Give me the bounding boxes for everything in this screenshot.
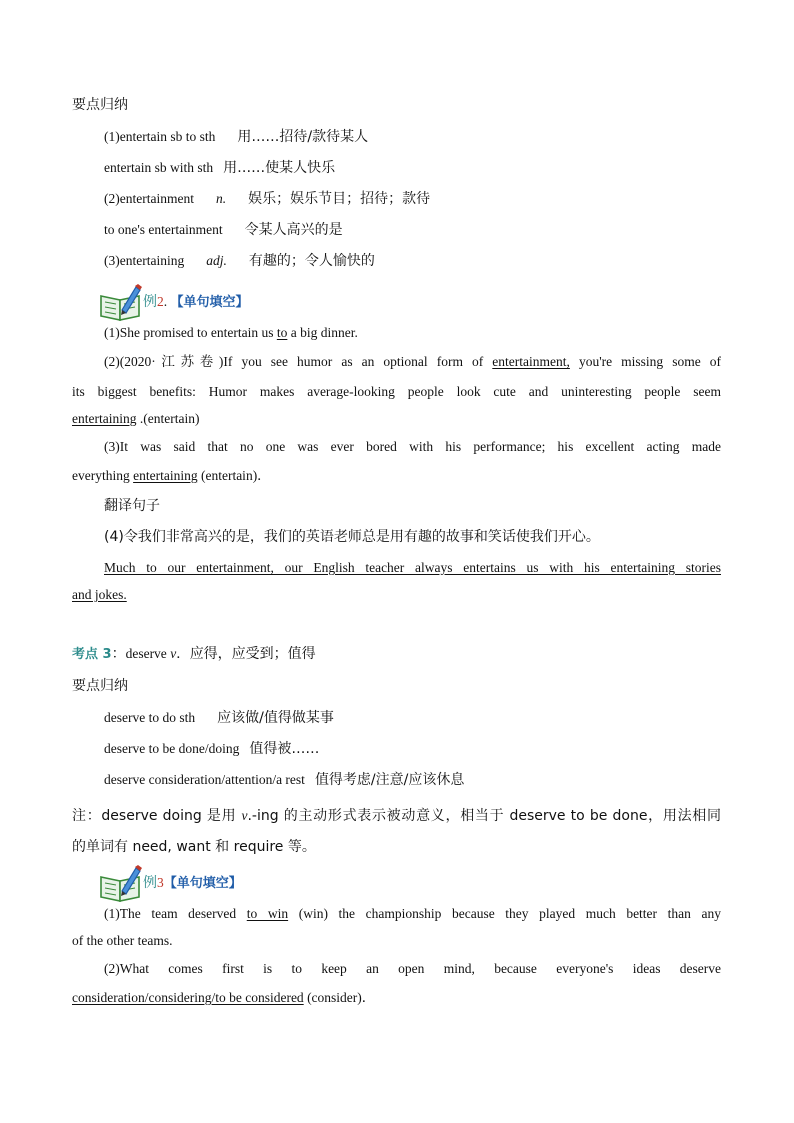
- note-text: .-ing 的主动形式表示被动意义，相当于 deserve to be done，用法相同: [247, 808, 721, 824]
- question-text: (win) the championship because they played much better than any: [288, 906, 721, 921]
- point-line: [104, 127, 794, 147]
- summary-heading: 要点归纳: [72, 678, 128, 694]
- point-pos: adj.: [206, 253, 227, 268]
- answer: entertainment,: [492, 354, 570, 369]
- point-en: (2)entertainment: [104, 191, 194, 206]
- point-zh: 有趣的；令人愉快的: [248, 253, 375, 269]
- example-3-question-1-line-1: [104, 904, 721, 924]
- point-en: entertain sb with sth: [104, 160, 214, 175]
- question-3-line-1: (3)It was said that no one was ever bored with his performance; his excellent acting made: [104, 439, 721, 454]
- point-en: (3)entertaining: [104, 253, 185, 268]
- point-line: [104, 708, 794, 728]
- question-text: you're missing some of: [569, 354, 721, 369]
- point-line: [104, 739, 794, 759]
- point-line: [104, 251, 794, 271]
- note-line-1: [72, 806, 721, 826]
- kaodian-3-heading: [72, 644, 794, 665]
- point-line: [104, 770, 794, 790]
- example-number: 3: [157, 875, 164, 890]
- answer-4-line-2: and jokes.: [72, 587, 127, 602]
- point-en: (1)entertain sb to sth: [104, 129, 216, 144]
- question-text: everything: [72, 468, 134, 483]
- kaodian-meaning: 应得，应受到；值得: [189, 646, 316, 662]
- point-en: to one's entertainment: [104, 222, 223, 237]
- example-word: 例: [143, 875, 157, 891]
- question-1: [104, 323, 794, 343]
- answer: to: [276, 325, 288, 340]
- point-line: [104, 158, 794, 178]
- kaodian-colon: ：: [111, 646, 126, 662]
- answer: entertaining: [72, 411, 137, 426]
- point-pos: n.: [215, 191, 227, 206]
- question-text: (1)The team deserved: [104, 906, 247, 921]
- note-italic: v: [241, 808, 248, 823]
- question-3-line-2: [72, 466, 794, 486]
- book-pencil-icon: [98, 282, 144, 322]
- point-zh: 娱乐；娱乐节目；招待；款待: [248, 191, 431, 207]
- point-zh: 令某人高兴的是: [244, 222, 343, 238]
- question-text: (1)She promised to entertain us: [104, 325, 277, 340]
- translate-heading: 翻译句子: [104, 498, 160, 514]
- example-3-question-1-line-2: of the other teams.: [72, 933, 173, 948]
- note-text: 注：deserve doing 是用: [72, 808, 242, 824]
- question-2-line-3: [72, 409, 794, 429]
- point-zh: 应该做/值得做某事: [217, 710, 334, 726]
- answer: to win: [246, 906, 289, 921]
- question-text: a big dinner.: [287, 325, 358, 340]
- example-2-label: [143, 292, 794, 313]
- kaodian-dot: ．: [176, 646, 190, 661]
- kaodian-pos: v: [170, 646, 177, 661]
- point-line: [104, 189, 794, 209]
- example-number: 2: [157, 294, 164, 309]
- question-4: (4)令我们非常高兴的是，我们的英语老师总是用有趣的故事和笑话使我们开心。: [104, 529, 600, 545]
- kaodian-label: 考点 3: [72, 647, 112, 662]
- example-3-question-2-line-1: (2)What comes first is to keep an open mind, because everyone's ideas deserve: [104, 961, 721, 976]
- example-dot: .: [163, 294, 168, 309]
- point-zh: 值得被……: [249, 741, 320, 757]
- point-en: deserve consideration/attention/a rest: [104, 772, 305, 787]
- answer: entertaining: [133, 468, 198, 483]
- example-3-label: [143, 873, 794, 894]
- summary-heading: 要点归纳: [72, 97, 128, 113]
- point-en: deserve to do sth: [104, 710, 196, 725]
- point-zh: 值得考虑/注意/应该休息: [314, 772, 465, 788]
- question-text: (consider)．: [303, 990, 376, 1005]
- question-2-line-2: its biggest benefits: Humor makes average-looking people look cute and uninteresting people seem: [72, 384, 721, 399]
- question-text: (2)(2020·江苏卷)If you see humor as an optional form of: [104, 354, 493, 369]
- book-pencil-icon: [98, 863, 144, 903]
- point-en: deserve to be done/doing: [104, 741, 240, 756]
- example-word: 例: [143, 294, 157, 310]
- answer: consideration/considering/to be considered: [72, 990, 304, 1005]
- kaodian-word: deserve: [125, 646, 167, 661]
- question-2-line-1: [104, 352, 721, 372]
- example-3-question-2-line-2: [72, 988, 794, 1008]
- point-zh: 用……使某人快乐: [223, 160, 336, 176]
- example-tag: 【单句填空】: [163, 876, 242, 891]
- point-zh: 用……招待/款待某人: [237, 129, 369, 145]
- point-line: [104, 220, 794, 240]
- question-text: .(entertain): [136, 411, 200, 426]
- answer-4-line-1: Much to our entertainment, our English teacher always entertains us with his entertaining stories: [104, 560, 721, 575]
- note-line-2: 的单词有 need, want 和 require 等。: [72, 839, 316, 855]
- question-text: (entertain)．: [197, 468, 271, 483]
- example-tag: 【单句填空】: [170, 295, 249, 310]
